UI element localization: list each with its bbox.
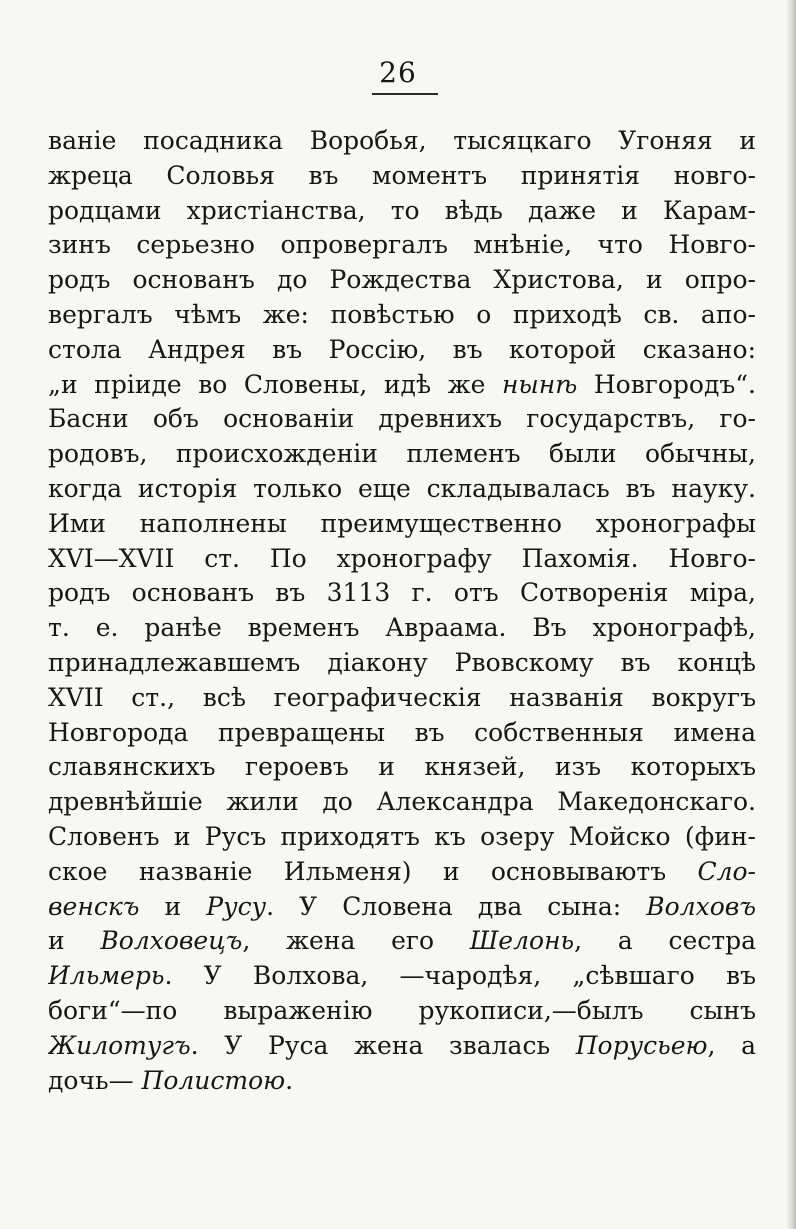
text-segment: вергалъ чѣмъ же: повѣстью о приходѣ св. апо- <box>48 299 756 329</box>
text-line <box>48 855 756 890</box>
text-segment: . <box>285 1065 294 1095</box>
italic-text: Ильмерь <box>48 961 165 991</box>
text-segment: дочь— <box>48 1065 142 1095</box>
text-segment: Ими наполнены преимущественно хронографы <box>48 508 756 538</box>
text-segment: родъ основанъ до Рождества Христова, и опро- <box>48 265 756 295</box>
text-segment: XVII ст., всѣ географическія названія вокругъ <box>48 682 756 712</box>
text-segment: и <box>48 926 101 956</box>
text-line <box>48 159 756 194</box>
text-segment: . У Словена два сына: <box>266 891 647 921</box>
text-segment: . У Руса жена звалась <box>190 1030 576 1060</box>
text-line <box>48 1029 756 1064</box>
text-segment: когда исторія только еще складывалась въ науку. <box>48 473 756 503</box>
body-text <box>48 124 756 1098</box>
text-segment: Новгорода превращены въ собственныя имена <box>48 717 756 747</box>
text-line <box>48 820 756 855</box>
italic-text: Шелонь <box>469 926 575 956</box>
text-segment: , а <box>707 1030 756 1060</box>
text-line <box>48 994 756 1029</box>
page-edge-shadow <box>786 0 796 1229</box>
text-segment: . У Волхова, —чародѣя, „сѣвшаго въ <box>164 961 756 991</box>
text-line <box>48 402 756 437</box>
text-line <box>48 437 756 472</box>
text-segment: древнѣйшіе жили до Александра Македонскаго. <box>48 787 756 817</box>
text-line <box>48 959 756 994</box>
text-line <box>48 716 756 751</box>
text-segment: , а сестра <box>574 926 756 956</box>
text-segment: зинъ серьезно опровергалъ мнѣніе, что Новго- <box>48 230 756 260</box>
text-segment: родцами христіанства, то вѣдь даже и Карам- <box>48 195 756 225</box>
text-line <box>48 890 756 925</box>
text-line <box>48 228 756 263</box>
text-segment: Басни объ основаніи древнихъ государствъ, го- <box>48 404 756 434</box>
text-line <box>48 681 756 716</box>
text-line <box>48 576 756 611</box>
text-line <box>48 263 756 298</box>
text-line <box>48 924 756 959</box>
text-line <box>48 124 756 159</box>
text-segment: Новгородъ“. <box>577 369 756 399</box>
italic-text: Жилотугъ <box>48 1030 191 1060</box>
text-segment: т. е. ранѣе временъ Авраама. Въ хронографѣ, <box>48 613 756 643</box>
text-line <box>48 333 756 368</box>
text-segment: и <box>139 891 207 921</box>
italic-text: Русу <box>206 891 267 921</box>
text-segment: XVI—XVII ст. По хронографу Пахомія. Новго- <box>48 543 756 573</box>
text-line <box>48 1064 756 1099</box>
text-segment: ваніе посадника Воробья, тысяцкаго Угоняя и <box>48 126 756 155</box>
italic-text: Порусьею <box>575 1030 708 1060</box>
text-segment: Словенъ и Русъ приходятъ къ озеру Мойско (фин- <box>48 821 756 851</box>
text-segment: стола Андрея въ Россію, въ которой сказано: <box>48 334 756 364</box>
page-number: 26 <box>379 56 417 89</box>
italic-text: венскъ <box>48 891 140 921</box>
text-line <box>48 298 756 333</box>
text-segment: славянскихъ героевъ и князей, изъ которыхъ <box>48 752 756 782</box>
text-segment: ское названіе Ильменя) и основываютъ <box>48 856 698 886</box>
text-line <box>48 611 756 646</box>
italic-text: нынѣ <box>501 369 578 399</box>
italic-text: Волховъ <box>646 891 756 921</box>
italic-text: Волховецъ <box>100 926 243 956</box>
text-line <box>48 194 756 229</box>
text-segment: родовъ, происхожденіи племенъ были обычны, <box>48 439 756 469</box>
text-segment: жреца Соловья въ моментъ принятія новго- <box>48 160 756 190</box>
text-segment: боги“—по выраженію рукописи,—былъ сынъ <box>48 995 756 1025</box>
text-line <box>48 507 756 542</box>
text-line <box>48 368 756 403</box>
italic-text: Полистою <box>141 1065 286 1095</box>
text-line <box>48 646 756 681</box>
text-segment: , жена его <box>242 926 470 956</box>
text-line <box>48 785 756 820</box>
text-segment: родъ основанъ въ 3113 г. отъ Сотворенія міра, <box>48 578 756 608</box>
text-line <box>48 750 756 785</box>
italic-text: Сло- <box>697 856 756 886</box>
text-line <box>48 542 756 577</box>
text-segment: „и пріиде во Словены, идѣ же <box>48 369 502 399</box>
page-number-rule <box>372 93 438 95</box>
text-segment: принадлежавшемъ діакону Рвовскому въ концѣ <box>48 647 756 677</box>
text-line <box>48 472 756 507</box>
